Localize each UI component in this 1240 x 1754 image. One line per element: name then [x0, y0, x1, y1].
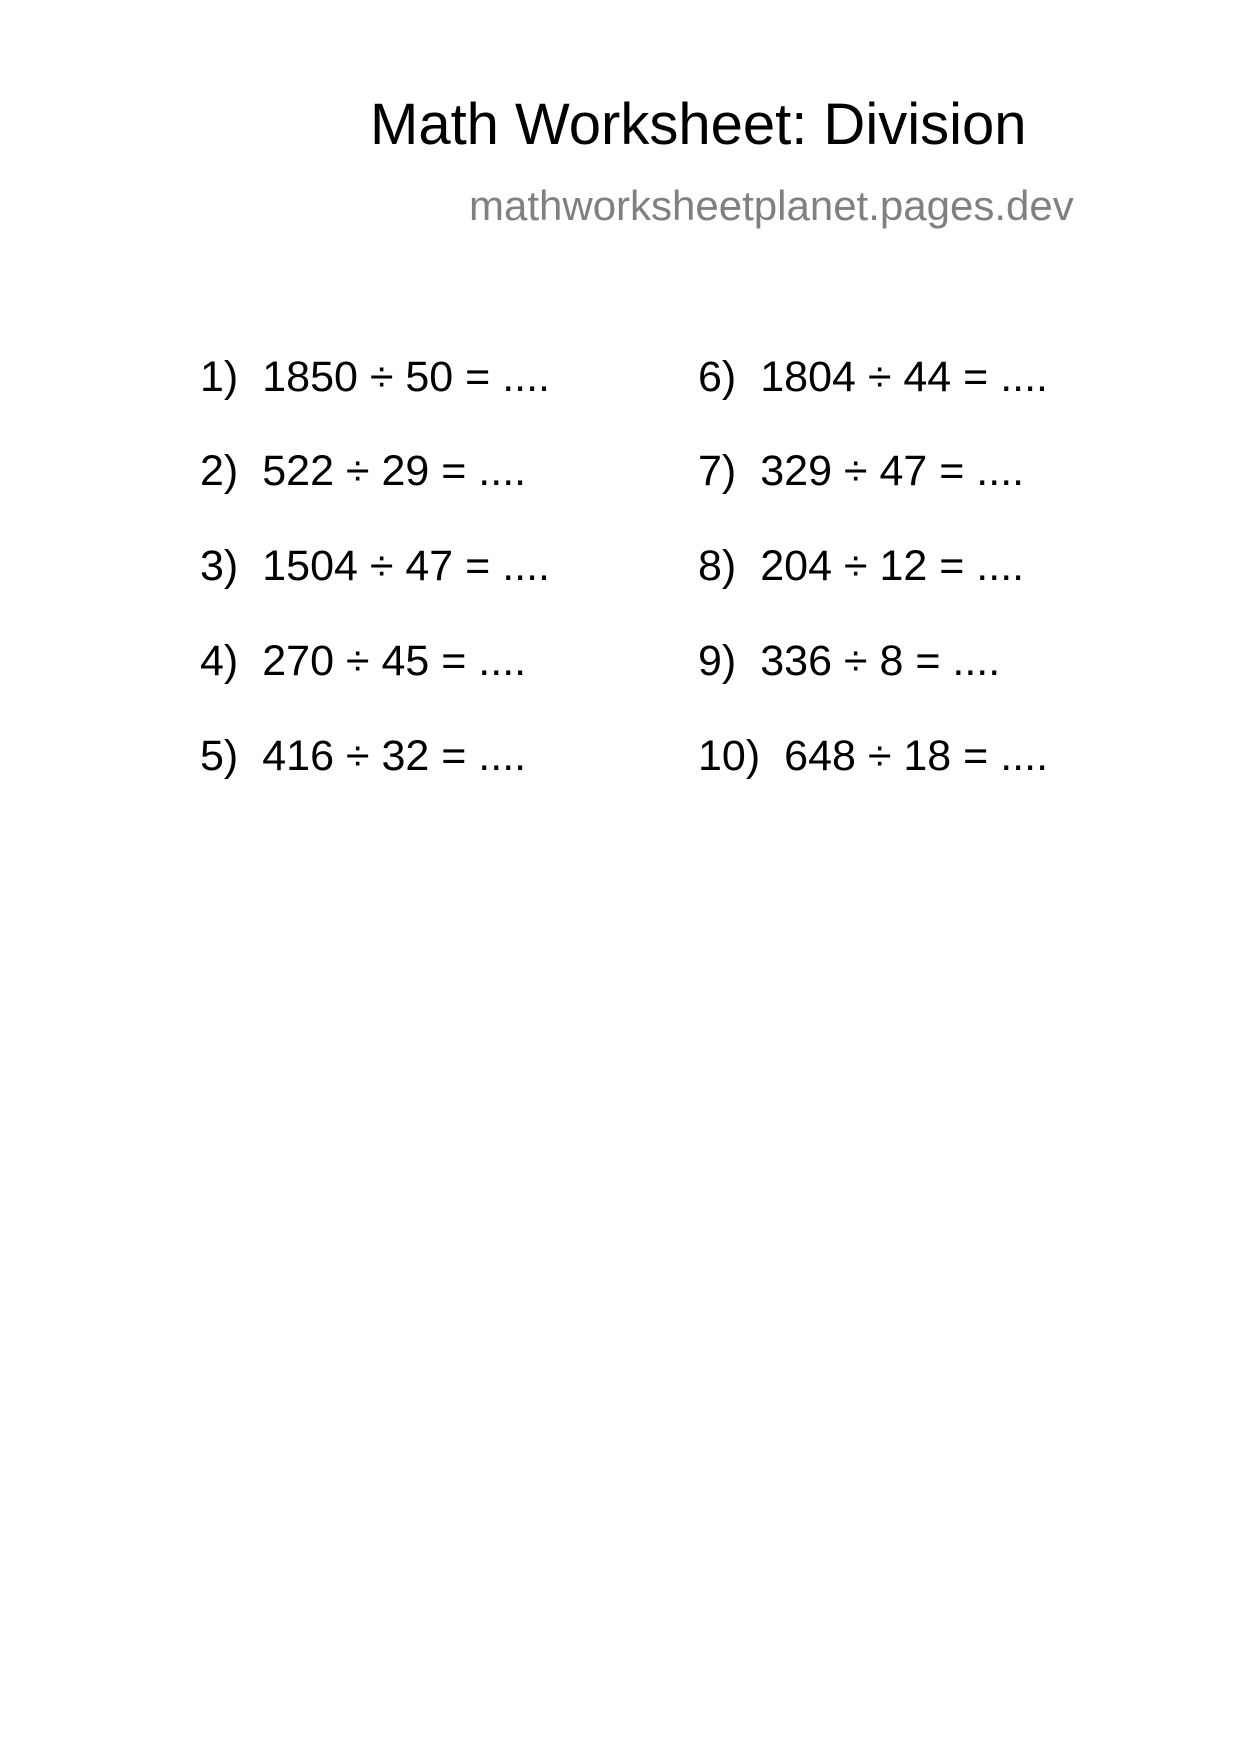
problem-number: 9) — [698, 637, 737, 685]
problem-expression: 522 ÷ 29 = .... — [262, 447, 527, 495]
problem-item — [200, 353, 551, 401]
problem-number: 2) — [200, 447, 239, 495]
problem-expression: 270 ÷ 45 = .... — [262, 637, 527, 685]
problem-number: 5) — [200, 732, 239, 780]
problem-item — [200, 542, 551, 590]
problem-expression: 1850 ÷ 50 = .... — [262, 353, 551, 401]
problem-number: 1) — [200, 353, 239, 401]
problem-item — [200, 637, 527, 685]
page-title: Math Worksheet: Division — [370, 92, 1027, 157]
problem-item — [698, 542, 1025, 590]
problem-item — [200, 732, 527, 780]
problem-expression: 204 ÷ 12 = .... — [760, 542, 1025, 590]
problem-expression: 1504 ÷ 47 = .... — [262, 542, 551, 590]
problem-item — [200, 447, 527, 495]
problem-number: 10) — [698, 732, 761, 780]
problem-expression: 648 ÷ 18 = .... — [784, 732, 1049, 780]
problem-item — [698, 353, 1049, 401]
problem-expression: 1804 ÷ 44 = .... — [760, 353, 1049, 401]
problem-expression: 329 ÷ 47 = .... — [760, 447, 1025, 495]
problem-item — [698, 732, 1049, 780]
problem-item — [698, 447, 1025, 495]
problem-expression: 336 ÷ 8 = .... — [760, 637, 1001, 685]
problem-number: 4) — [200, 637, 239, 685]
problem-number: 6) — [698, 353, 737, 401]
problem-number: 3) — [200, 542, 239, 590]
problem-number: 8) — [698, 542, 737, 590]
problem-number: 7) — [698, 447, 737, 495]
problem-item — [698, 637, 1001, 685]
source-url: mathworksheetplanet.pages.dev — [469, 182, 1074, 229]
problem-expression: 416 ÷ 32 = .... — [262, 732, 527, 780]
